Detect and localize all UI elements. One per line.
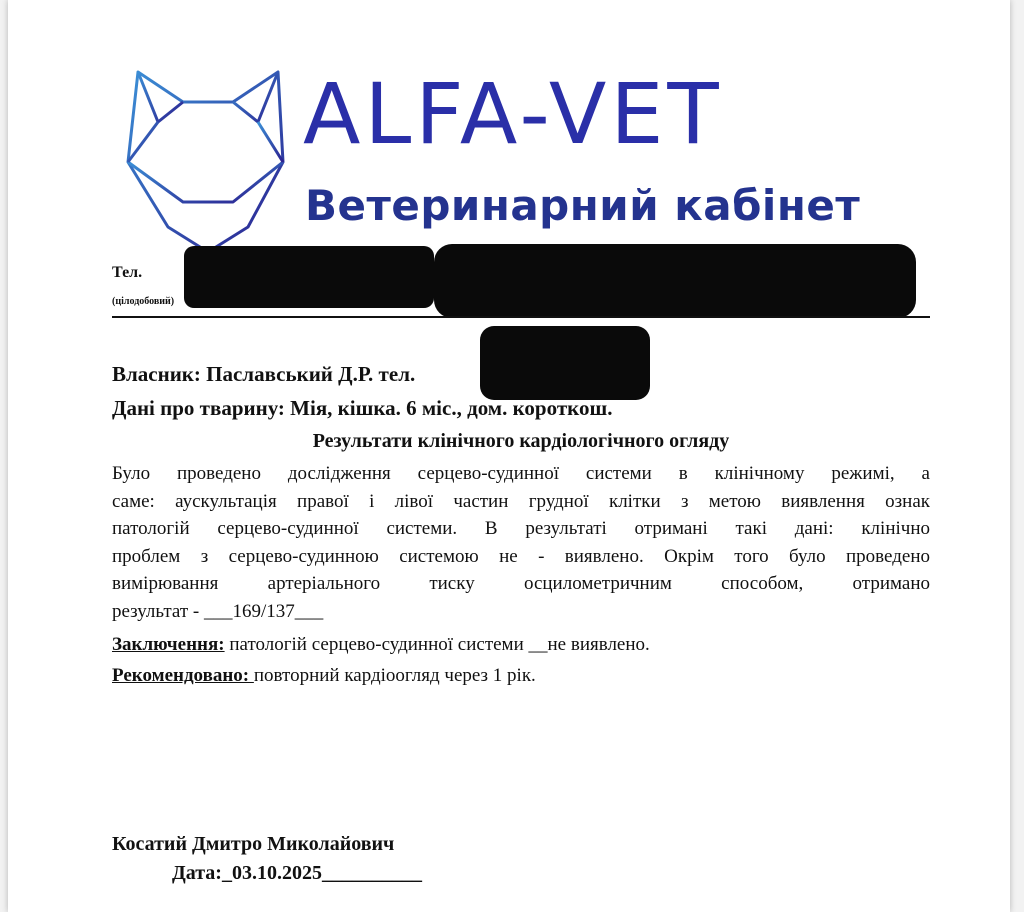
conclusion-text: патологій серцево-судинної системи __не виявлено. xyxy=(224,634,650,655)
body-line: Було проведено дослідження серцево-судинної системи в клінічному режимі, а xyxy=(112,463,930,484)
redaction-address xyxy=(434,244,916,318)
body-line: результат - ___169/137___ xyxy=(112,600,324,622)
recommendation-text: повторний кардіоогляд через 1 рік. xyxy=(253,665,536,686)
document-page xyxy=(8,0,1010,912)
brand-name: ALFA-VET xyxy=(303,65,723,163)
body-line: вимірювання артеріального тиску осцилометричним способом, отримано xyxy=(112,573,930,594)
animal-line: Дані про тварину: Мія, кішка. 6 міс., дом. короткош. xyxy=(112,396,613,420)
letterhead-divider xyxy=(112,316,930,318)
body-line: саме: аускультація правої і лівої частин грудної клітки з метою виявлення ознак xyxy=(112,490,930,512)
owner-line: Власник: Паславський Д.Р. тел. xyxy=(112,362,416,386)
conclusion-row xyxy=(112,634,650,656)
recommendation-row xyxy=(112,665,536,687)
conclusion-label: Заключення: xyxy=(112,634,225,655)
document-heading: Результати клінічного кардіологічного огляду xyxy=(312,430,730,452)
signatory-name: Косатий Дмитро Миколайович xyxy=(112,833,395,855)
body-line: проблем з серцево-судинною системою не - виявлено. Окрім того було проведено xyxy=(112,545,930,567)
phone-label: Тел. xyxy=(112,264,143,281)
redaction-owner-phone xyxy=(480,326,650,400)
report-body xyxy=(112,460,930,625)
phone-note: (цілодобовий) xyxy=(112,296,175,307)
date-line: Дата:_03.10.2025__________ xyxy=(172,862,422,884)
brand-subtitle: Ветеринарний кабінет xyxy=(305,181,861,230)
redaction-phone xyxy=(184,246,434,308)
recommendation-label: Рекомендовано: xyxy=(112,665,254,686)
body-line: патологій серцево-судинної системи. В результаті отримані такі дані: клінічно xyxy=(112,518,930,539)
